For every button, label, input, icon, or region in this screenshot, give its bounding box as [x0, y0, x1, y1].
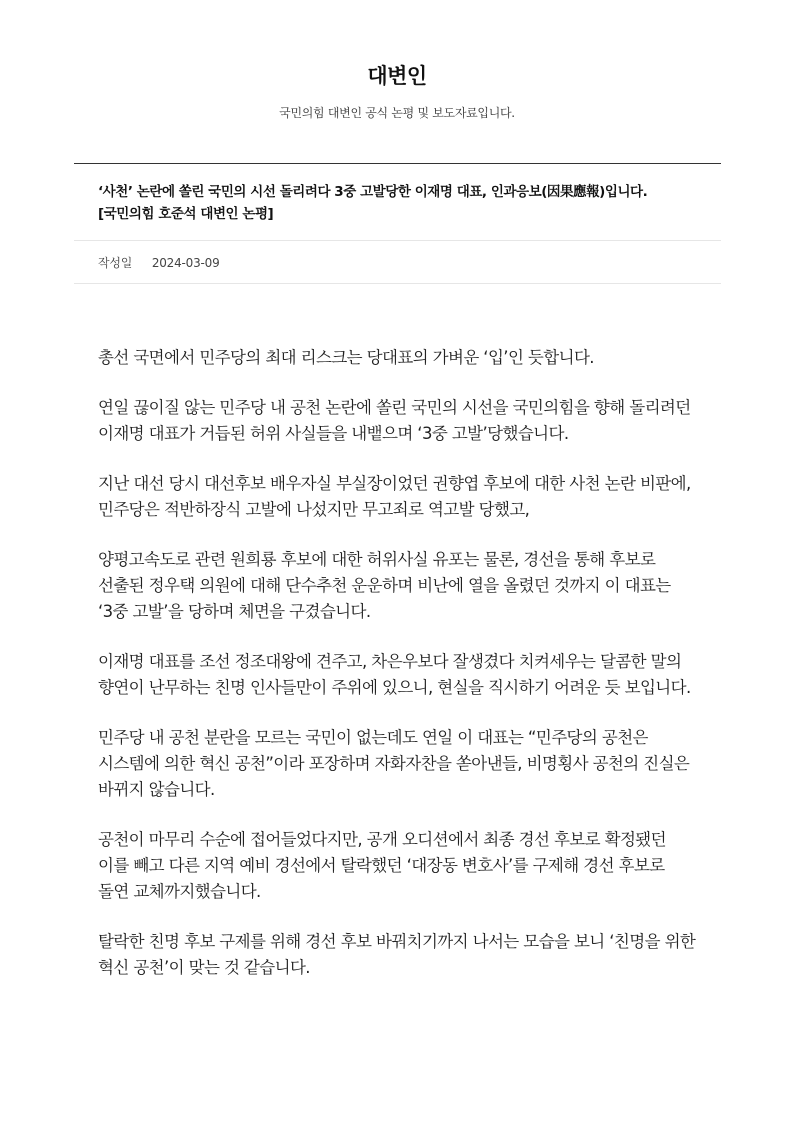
body-paragraph: 양평고속도로 관련 원희룡 후보에 대한 허위사실 유포는 물론, 경선을 통해 후보로 선출된 정우택 의원에 대해 단수추천 운운하며 비난에 열을 올렸던 것까지 이 대표는 ‘3중 고발’을 당하며 체면을 구겼습니다.: [98, 550, 671, 621]
header-divider: [74, 163, 721, 164]
site-title: 대변인: [367, 64, 427, 88]
article-title-byline: [국민의힘 호준석 대변인 논평]: [98, 206, 274, 222]
article-meta: [98, 254, 220, 271]
body-paragraph: 민주당 내 공천 분란을 모르는 국민이 없는데도 연일 이 대표는 “민주당의 공천은 시스템에 의한 혁신 공천”이라 포장하며 자화자찬을 쏟아낸들, 비명횡사 공천의 진실은 바뀌지 않습니다.: [98, 728, 690, 799]
date-label: 작성일: [98, 256, 133, 270]
article-title-main: ‘사천’ 논란에 쏠린 국민의 시선 돌리려다 3중 고발당한 이재명 대표, 인과응보(因果應報)입니다.: [98, 184, 648, 200]
article-date: 2024-03-09: [151, 256, 220, 270]
body-paragraph: 탈락한 친명 후보 구제를 위해 경선 후보 바꿔치기까지 나서는 모습을 보니 ‘친명을 위한 혁신 공천’이 맞는 것 같습니다.: [98, 932, 696, 977]
meta-divider: [74, 283, 721, 284]
article-title: [98, 181, 708, 225]
body-paragraph: 연일 끊이질 않는 민주당 내 공천 논란에 쏠린 국민의 시선을 국민의힘을 향해 돌리려던 이재명 대표가 거듭된 허위 사실들을 내뱉으며 ‘3중 고발’당했습니다.: [98, 398, 691, 443]
site-subtitle: 국민의힘 대변인 공식 논평 및 보도자료입니다.: [279, 106, 515, 120]
title-divider: [74, 240, 721, 241]
article-body: [98, 345, 698, 1005]
body-paragraph: 총선 국면에서 민주당의 최대 리스크는 당대표의 가벼운 ‘입’인 듯합니다.: [98, 348, 594, 367]
body-paragraph: 공천이 마무리 수순에 접어들었다지만, 공개 오디션에서 최종 경선 후보로 확정됐던 이를 빼고 다른 지역 예비 경선에서 탈락했던 ‘대장동 변호사’를 구제해 경선 후보로 돌연 교체까지했습니다.: [98, 830, 666, 901]
body-paragraph: 지난 대선 당시 대선후보 배우자실 부실장이었던 권향엽 후보에 대한 사천 논란 비판에, 민주당은 적반하장식 고발에 나섰지만 무고죄로 역고발 당했고,: [98, 474, 691, 519]
body-paragraph: 이재명 대표를 조선 정조대왕에 견주고, 차은우보다 잘생겼다 치켜세우는 달콤한 말의 향연이 난무하는 친명 인사들만이 주위에 있으니, 현실을 직시하기 어려운 듯 보입니다.: [98, 652, 691, 697]
